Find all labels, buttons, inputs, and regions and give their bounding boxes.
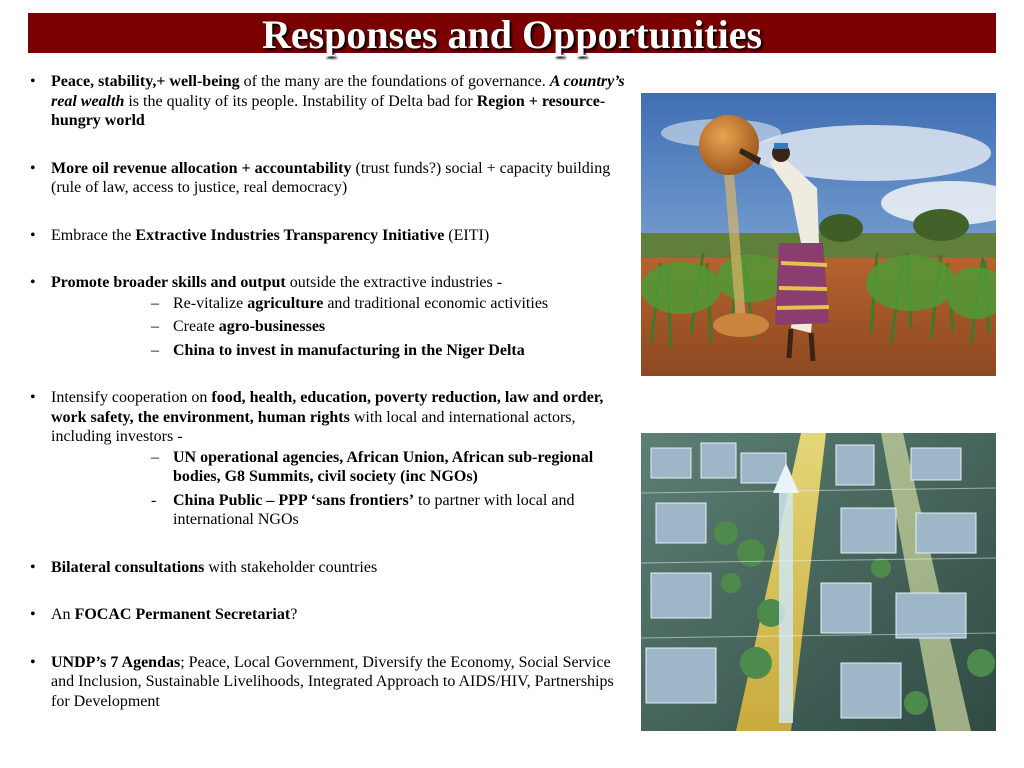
bullet-text	[51, 72, 628, 131]
bullet-skills	[28, 273, 628, 360]
bold-text: UN operational agencies, African Union, African sub-regional bodies, G8 Summits, civil society (inc NGOs)	[173, 448, 594, 485]
bold-text: Region + resource-hungry world	[51, 92, 606, 129]
bold-text: China Public – PPP ‘sans frontiers’	[173, 491, 415, 509]
sub-bullet-agro-businesses	[51, 317, 628, 337]
text: An	[51, 606, 75, 623]
bullet-text	[51, 273, 628, 293]
bullet-undp	[28, 653, 628, 712]
bullet-marker: •	[30, 159, 36, 177]
bold-text: Bilateral consultations	[51, 558, 205, 576]
text: ?	[290, 606, 298, 623]
sub-bullet-marker: –	[151, 318, 159, 335]
text: with local and international actors, including investors -	[51, 408, 576, 445]
sub-bullet-marker: -	[151, 491, 157, 509]
bullet-text	[51, 558, 628, 578]
sub-bullet-list	[51, 448, 628, 530]
bold-text: Extractive Industries Transparency Initiative	[135, 226, 445, 244]
sub-bullet-marker: –	[151, 341, 159, 359]
text: Re-vitalize	[173, 294, 248, 312]
text: to partner with local and international NGOs	[173, 491, 575, 528]
text: ; Peace, Local Government, Diversify the Economy, Social Service and Inclusion, Sustainable Livelihoods, Integrated Approach to AIDS/HIV, Partnerships for Development	[51, 653, 614, 710]
bullet-bilateral	[28, 558, 628, 578]
text: of the many are the foundations of governance.	[239, 73, 550, 90]
text: (EITI)	[444, 226, 490, 244]
bold-text: Peace, stability,+ well-being	[51, 73, 240, 90]
bullet-oil-revenue	[28, 159, 628, 198]
bold-text: China to invest in manufacturing in the Niger Delta	[173, 341, 525, 359]
sub-bullet-un-agencies	[51, 448, 628, 487]
bullet-marker: •	[30, 606, 36, 623]
sub-bullet-marker: –	[151, 294, 159, 312]
text: Intensify cooperation on	[51, 389, 212, 406]
bold-text: FOCAC Permanent Secretariat	[74, 606, 291, 623]
bullet-marker: •	[30, 226, 36, 244]
bullet-focac	[28, 605, 628, 625]
sub-bullet-china-manufacturing	[51, 341, 628, 361]
bullet-text	[51, 226, 628, 246]
text: outside the extractive industries -	[285, 274, 503, 291]
bullet-peace	[28, 72, 628, 131]
text: is the quality of its people. Instability of Delta bad for	[124, 92, 477, 110]
sub-bullet-agriculture	[51, 294, 628, 314]
text: with stakeholder countries	[204, 558, 378, 576]
title-bar	[28, 12, 996, 57]
farmer-photo-graphic	[641, 93, 996, 376]
bullet-text	[51, 159, 628, 198]
bold-text: agriculture	[247, 294, 324, 312]
bold-text: UNDP’s 7 Agendas	[51, 653, 181, 671]
text: Create	[173, 318, 219, 335]
bold-text: More oil revenue allocation + accountability	[51, 159, 352, 177]
bullet-list	[28, 72, 628, 711]
bold-text: agro-businesses	[218, 318, 326, 335]
bullet-text	[51, 653, 628, 712]
sub-bullet-china-ppp	[51, 491, 628, 530]
text: Embrace the	[51, 226, 136, 244]
bullet-marker: •	[30, 389, 36, 406]
bullet-text	[51, 605, 628, 625]
bullet-cooperation	[28, 388, 628, 530]
text: and traditional economic activities	[323, 294, 549, 312]
sub-bullet-list	[51, 294, 628, 361]
slide-title: Responses and Opportunities	[261, 12, 763, 57]
bullet-eiti	[28, 226, 628, 246]
bold-text: food, health, education, poverty reduction, law and order, work safety, the environment, human rights	[51, 389, 604, 426]
bullet-marker: •	[30, 73, 36, 90]
sub-bullet-marker: –	[151, 448, 159, 466]
bold-text: Promote broader skills and output	[51, 274, 286, 291]
city-photo-graphic	[641, 433, 996, 731]
bullet-marker: •	[30, 274, 36, 291]
farmer-winnowing-photo	[641, 93, 996, 376]
bullet-marker: •	[30, 653, 36, 671]
bullet-marker: •	[30, 558, 36, 576]
bullet-text	[51, 388, 628, 447]
bold-italic-text: A country’s real wealth	[51, 73, 625, 110]
text: (trust funds?) social + capacity building (rule of law, access to justice, real democracy)	[51, 159, 611, 196]
city-model-photo	[641, 433, 996, 731]
